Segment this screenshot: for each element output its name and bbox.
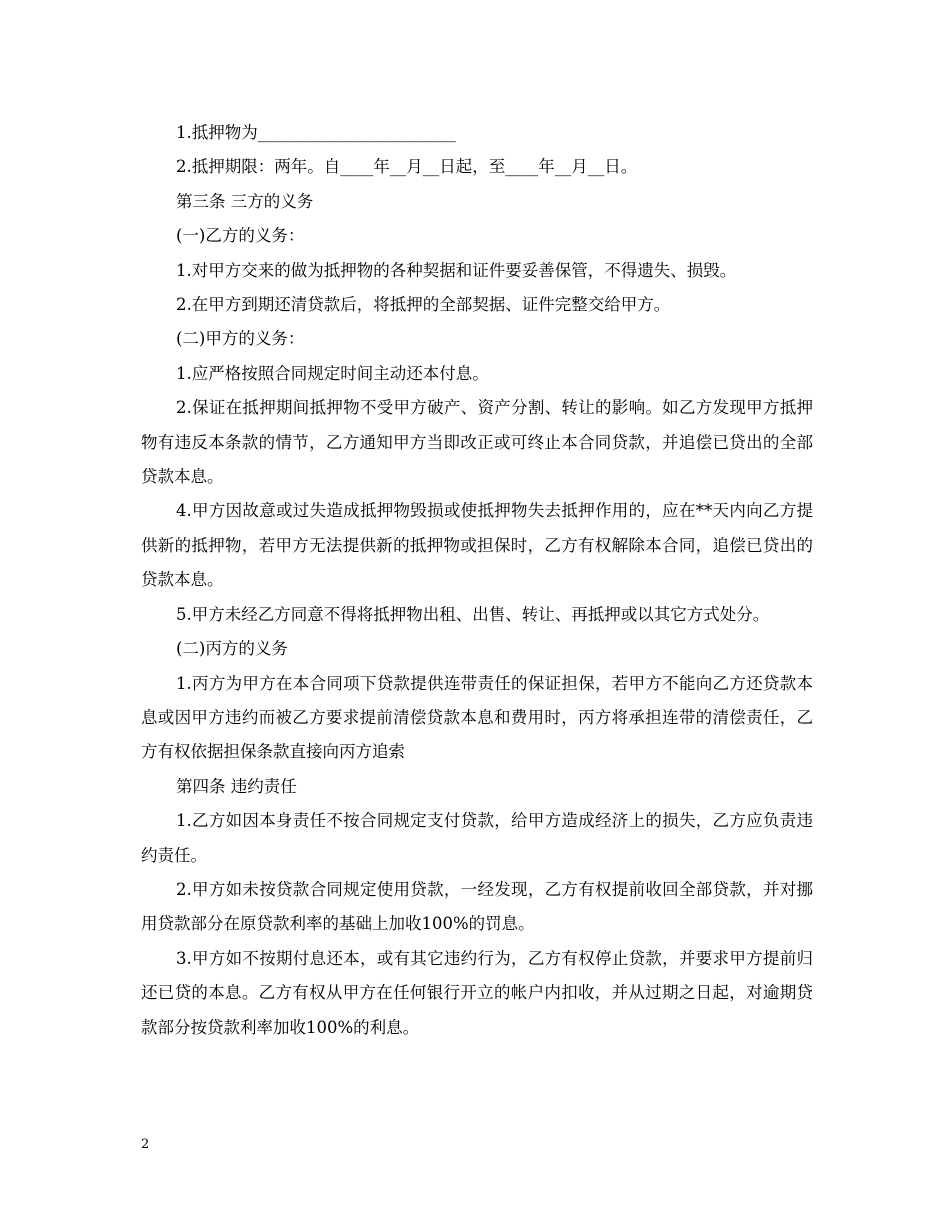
section-heading-article-4: 第四条 违约责任	[176, 776, 297, 796]
section-heading-article-3: 第三条 三方的义务	[176, 191, 314, 211]
subheading-party-a-duties: (二)甲方的义务：	[176, 329, 305, 349]
paragraph-party-a-duty-1: 1.应严格按照合同规定时间主动还本付息。	[176, 363, 489, 383]
paragraph-party-b-duty-2: 2.在甲方到期还清贷款后，将抵押的全部契据、证件完整交给甲方。	[176, 295, 671, 315]
document-body	[141, 116, 813, 1045]
paragraph-party-a-duty-4: 4.甲方因故意或过失造成抵押物毁损或使抵押物失去抵押作用的，应在**天内向乙方提供新的抵押物，若甲方无法提供新的抵押物或担保时，乙方有权解除本合同，追偿已贷出的贷款本息。	[141, 501, 813, 590]
paragraph-party-c-duty-1: 1.丙方为甲方在本合同项下贷款提供连带责任的保证担保，若甲方不能向乙方还贷款本息或因甲方违约而被乙方要求提前清偿贷款本息和费用时，丙方将承担连带的清偿责任，乙方有权依据担保条款直接向丙方追索	[141, 673, 813, 762]
paragraph-mortgage-term: 2.抵押期限：两年。自____年__月__日起，至____年__月__日。	[176, 157, 638, 177]
subheading-party-b-duties: (一)乙方的义务：	[176, 226, 305, 246]
page-number: 2	[141, 1137, 150, 1152]
paragraph-party-a-duty-5: 5.甲方未经乙方同意不得将抵押物出租、出售、转让、再抵押或以其它方式处分。	[176, 604, 770, 624]
paragraph-party-b-duty-1: 1.对甲方交来的做为抵押物的各种契据和证件要妥善保管，不得遗失、损毁。	[176, 260, 737, 280]
paragraph-breach-3: 3.甲方如不按期付息还本，或有其它违约行为，乙方有权停止贷款，并要求甲方提前归还已贷的本息。乙方有权从甲方在任何银行开立的帐户内扣收，并从过期之日起，对逾期贷款部分按贷款利率加收100%的利息。	[141, 948, 813, 1037]
paragraph-collateral: 1.抵押物为________________________	[176, 123, 456, 142]
paragraph-breach-1: 1.乙方如因本身责任不按合同规定支付贷款，给甲方造成经济上的损失，乙方应负责违约责任。	[141, 811, 813, 865]
paragraph-breach-2: 2.甲方如未按贷款合同规定使用贷款，一经发现，乙方有权提前收回全部贷款，并对挪用贷款部分在原贷款利率的基础上加收100%的罚息。	[141, 879, 813, 934]
subheading-party-c-duties: (二)丙方的义务	[176, 639, 288, 659]
paragraph-party-a-duty-2: 2.保证在抵押期间抵押物不受甲方破产、资产分割、转让的影响。如乙方发现甲方抵押物有违反本条款的情节，乙方通知甲方当即改正或可终止本合同贷款，并追偿已贷出的全部贷款本息。	[141, 398, 813, 487]
